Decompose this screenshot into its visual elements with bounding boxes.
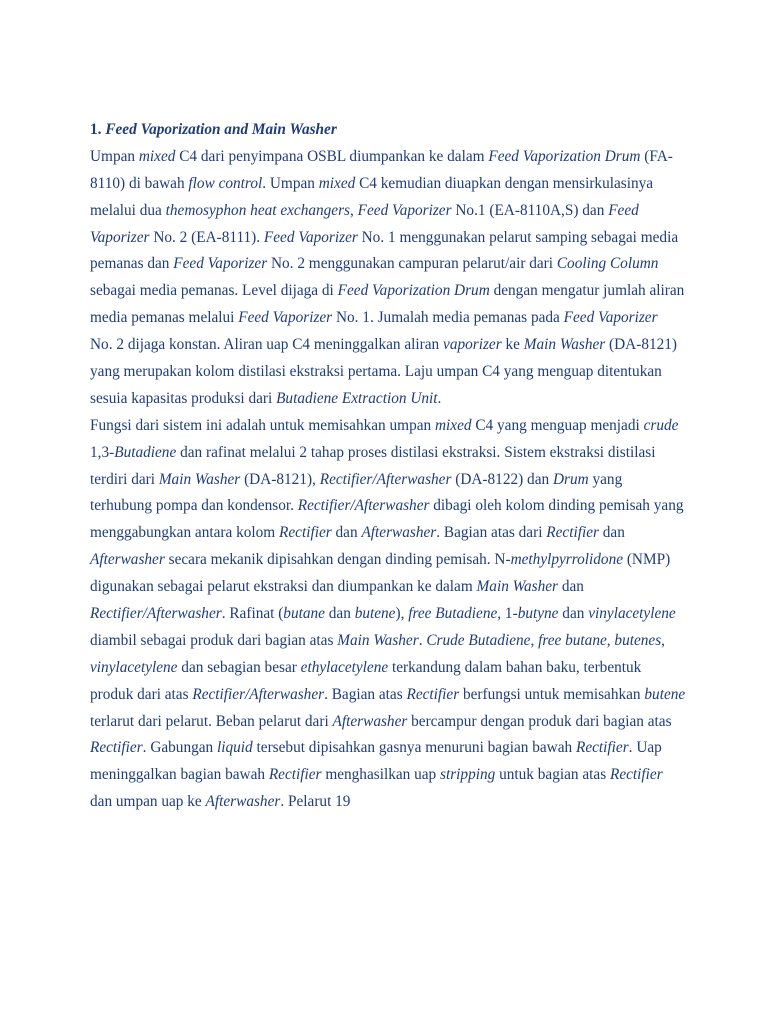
text-run: dan <box>598 524 625 542</box>
text-run: , 1- <box>497 605 518 623</box>
text-run: No. 2 (EA-8111). <box>149 228 264 246</box>
text-run: dan <box>331 524 362 542</box>
text-run: No.1 (EA-8110A,S) dan <box>451 201 609 219</box>
italic-term: Afterwasher <box>90 551 165 569</box>
text-run: secara mekanik dipisahkan dengan dinding pemisah. N- <box>164 551 511 569</box>
text-line <box>90 332 690 359</box>
text-run: pemanas dan <box>90 255 174 273</box>
text-line <box>90 709 690 736</box>
text-run: . Rafinat ( <box>221 605 284 623</box>
text-run: (NMP) <box>623 551 671 569</box>
text-run: terlarut dari pelarut. Beban pelarut dari <box>90 712 333 730</box>
text-run: dan umpan uap ke <box>90 793 206 811</box>
text-run: . Bagian atas dari <box>436 524 547 542</box>
italic-term: Rectifier <box>90 739 143 757</box>
text-run: (DA-8121), <box>240 470 320 488</box>
text-run: C4 yang menguap menjadi <box>471 416 644 434</box>
text-run: ke <box>501 336 524 354</box>
italic-term: butenes <box>614 631 662 649</box>
text-run: C4 dari penyimpana OSBL diumpankan ke dalam <box>175 147 489 165</box>
heading-number: 1. <box>90 121 102 138</box>
text-line <box>90 251 690 278</box>
italic-term: Cooling Column <box>556 255 659 273</box>
text-run: meninggalkan bagian bawah <box>90 766 269 784</box>
italic-term: ethylacetylene <box>300 658 389 676</box>
text-run: digunakan sebagai pelarut ekstraksi dan diumpankan ke dalam <box>90 578 477 596</box>
text-run: yang <box>588 470 623 488</box>
text-line <box>90 225 690 252</box>
italic-term: butene <box>644 685 686 703</box>
text-run: . Uap <box>628 739 662 757</box>
italic-term: Rectifier/Afterwasher <box>90 605 222 623</box>
italic-term: Feed Vaporizer <box>563 309 658 327</box>
italic-term: free butane <box>538 631 607 649</box>
text-line <box>90 467 690 494</box>
text-line <box>90 547 690 574</box>
text-run: No. 2 dijaga konstan. Aliran uap C4 meninggalkan aliran <box>90 336 444 354</box>
text-run: 8110) di bawah <box>90 174 189 192</box>
text-run: dan <box>558 578 584 596</box>
italic-term: Feed Vaporizer <box>357 201 452 219</box>
text-run: No. 1. Jumalah media pemanas pada <box>332 309 564 327</box>
italic-term: Feed Vaporizer <box>173 255 268 273</box>
text-run: sebagai media pemanas. Level dijaga di <box>90 282 338 300</box>
text-run: terdiri dari <box>90 470 159 488</box>
text-run: terkandung dalam bahan baku, terbentuk <box>388 658 642 676</box>
text-line <box>90 762 690 789</box>
italic-term: Rectifier <box>546 524 599 542</box>
text-run: sesuia kapasitas produksi dari <box>90 389 277 407</box>
italic-term: Main Washer <box>337 631 419 649</box>
document-body <box>90 117 690 816</box>
text-run: (DA-8122) dan <box>451 470 553 488</box>
text-run: . Umpan <box>262 174 319 192</box>
italic-term: stripping <box>440 766 496 784</box>
text-run: . Pelarut 19 <box>280 793 351 811</box>
text-line <box>90 198 690 225</box>
text-run: . <box>437 389 442 407</box>
text-line <box>90 520 690 547</box>
italic-term: butyne <box>517 605 559 623</box>
italic-term: Rectifier <box>576 739 629 757</box>
italic-term: Main Washer <box>476 578 558 596</box>
italic-term: mixed <box>318 174 356 192</box>
italic-term: mixed <box>138 147 176 165</box>
text-run: C4 kemudian diuapkan dengan mensirkulasinya <box>355 174 654 192</box>
text-run: Fungsi dari sistem ini adalah untuk memisahkan umpan <box>90 416 435 434</box>
text-run: media pemanas melalui <box>90 309 239 327</box>
italic-term: Afterwasher <box>361 524 437 542</box>
text-run: No. 1 menggunakan pelarut samping sebagai media <box>357 228 679 246</box>
italic-term: flow control <box>188 174 263 192</box>
italic-term: Rectifier <box>609 766 663 784</box>
italic-term: Feed Vaporization Drum <box>337 282 490 300</box>
italic-term: Feed Vaporizer <box>238 309 333 327</box>
section-heading <box>90 117 690 144</box>
italic-term: vinylacetylene <box>588 605 676 623</box>
text-line <box>90 601 690 628</box>
italic-term: vaporizer <box>443 336 502 354</box>
text-run: No. 2 menggunakan campuran pelarut/air dari <box>267 255 557 273</box>
text-run: melalui dua <box>90 201 166 219</box>
italic-term: liquid <box>217 739 253 757</box>
italic-term: Crude Butadiene <box>426 631 531 649</box>
italic-term: vinylacetylene <box>90 658 178 676</box>
italic-term: Feed Vaporization Drum <box>488 147 641 165</box>
italic-term: Rectifier <box>279 524 332 542</box>
italic-term: Main Washer <box>523 336 606 354</box>
text-line <box>90 574 690 601</box>
text-run: terhubung pompa dan kondensor. <box>90 497 298 515</box>
text-line <box>90 359 690 386</box>
text-run: tersebut dipisahkan gasnya menuruni bagian bawah <box>252 739 576 757</box>
italic-term: themosyphon heat exchangers <box>165 201 350 219</box>
text-run: dan rafinat melalui 2 tahap proses distilasi ekstraksi. Sistem ekstraksi distilasi <box>176 443 656 461</box>
text-line <box>90 413 690 440</box>
text-run: 1,3- <box>90 443 115 461</box>
text-run: bercampur dengan produk dari bagian atas <box>407 712 672 730</box>
italic-term: Feed Vaporizer <box>263 228 358 246</box>
text-line <box>90 386 690 413</box>
text-run: diambil sebagai produk dari bagian atas <box>90 631 338 649</box>
italic-term: Butadiene Extraction Unit <box>276 389 438 407</box>
text-line <box>90 789 690 816</box>
text-line <box>90 144 690 171</box>
text-run: menghasilkan uap <box>321 766 441 784</box>
italic-term: butane <box>283 605 325 623</box>
text-run: , <box>530 631 539 649</box>
italic-term: Main Washer <box>158 470 241 488</box>
text-run: Umpan <box>90 147 139 165</box>
italic-term: butene <box>354 605 396 623</box>
italic-term: Afterwasher <box>332 712 408 730</box>
text-run: ), <box>395 605 409 623</box>
text-run: . <box>418 631 427 649</box>
text-run: yang merupakan kolom distilasi ekstraksi pertama. Laju umpan C4 yang menguap ditentukan <box>90 363 662 381</box>
text-run: untuk bagian atas <box>495 766 610 784</box>
italic-term: mixed <box>434 416 472 434</box>
text-run: , <box>606 631 615 649</box>
italic-term: Feed <box>608 201 639 219</box>
italic-term: Afterwasher <box>205 793 281 811</box>
paragraph-text <box>90 144 690 816</box>
text-run: dengan mengatur jumlah aliran <box>489 282 685 300</box>
text-run: (DA-8121) <box>605 336 678 354</box>
italic-term: crude <box>643 416 679 434</box>
text-run: , <box>661 631 665 649</box>
text-line <box>90 628 690 655</box>
italic-term: Rectifier/Afterwasher <box>319 470 452 488</box>
italic-term: Rectifier/Afterwasher <box>297 497 430 515</box>
text-run: dan <box>558 605 589 623</box>
text-run: . Gabungan <box>142 739 218 757</box>
heading-title: Feed Vaporization and Main Washer <box>105 121 337 138</box>
italic-term: Rectifier <box>268 766 322 784</box>
text-run: , <box>350 201 358 219</box>
text-line <box>90 278 690 305</box>
text-line <box>90 735 690 762</box>
italic-term: free Butadiene <box>408 605 498 623</box>
text-run: (FA- <box>640 147 673 165</box>
text-line <box>90 655 690 682</box>
italic-term: Vaporizer <box>90 228 150 246</box>
text-run: dan sebagian besar <box>177 658 301 676</box>
text-line <box>90 171 690 198</box>
text-run: produk dari atas <box>90 685 193 703</box>
italic-term: Rectifier <box>406 685 460 703</box>
text-run: dan <box>324 605 355 623</box>
text-run: berfungsi untuk memisahkan <box>459 685 645 703</box>
italic-term: Drum <box>552 470 589 488</box>
text-line <box>90 440 690 467</box>
text-line <box>90 682 690 709</box>
text-line <box>90 493 690 520</box>
italic-term: methylpyrrolidone <box>510 551 624 569</box>
text-line <box>90 305 690 332</box>
text-run: . Bagian atas <box>324 685 407 703</box>
text-run: dibagi oleh kolom dinding pemisah yang <box>429 497 684 515</box>
text-run: menggabungkan antara kolom <box>90 524 280 542</box>
italic-term: Rectifier/Afterwasher <box>192 685 325 703</box>
italic-term: Butadiene <box>114 443 177 461</box>
